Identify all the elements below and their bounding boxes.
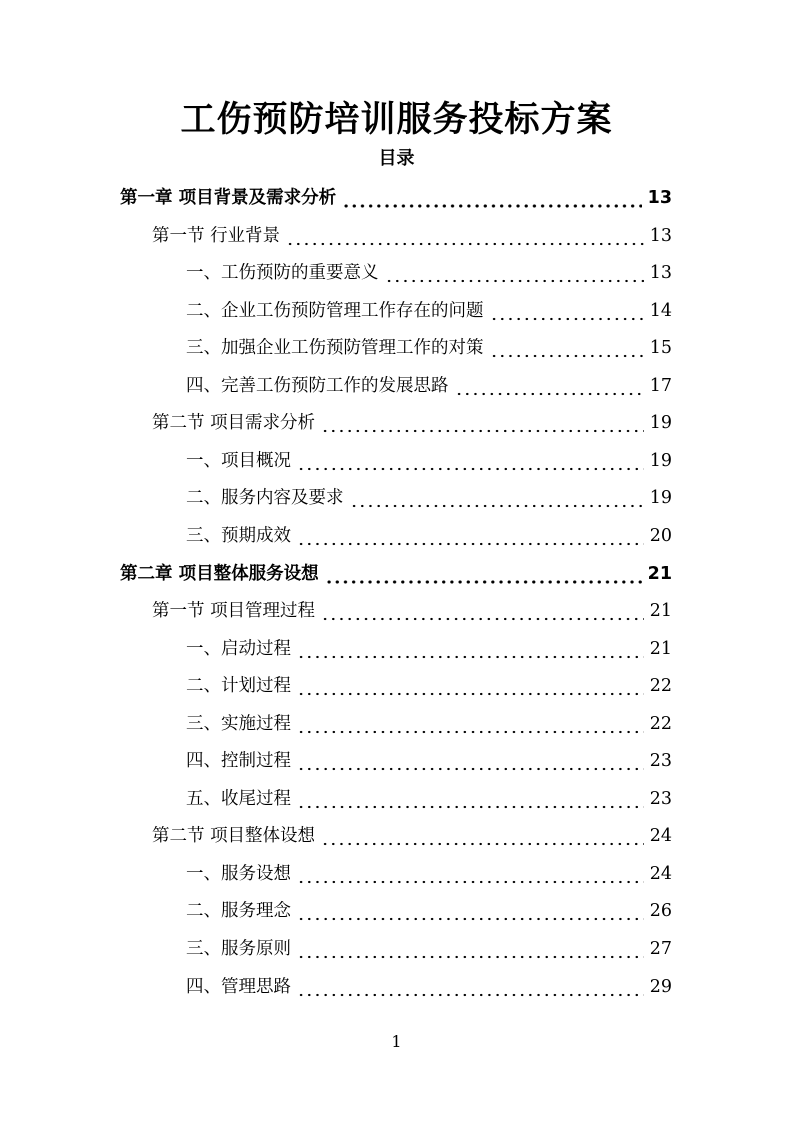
toc-entry-page: 26 [649, 901, 672, 922]
toc-entry-page: 21 [649, 638, 672, 659]
dot-leader [325, 580, 642, 584]
dot-leader [297, 880, 644, 884]
dot-leader [385, 279, 644, 283]
toc-entry-label: 四、控制过程 [186, 751, 291, 772]
toc-entry-label: 第二节 项目需求分析 [152, 413, 316, 434]
toc-entry-page: 19 [649, 413, 672, 434]
toc-entry-page: 23 [649, 788, 672, 809]
dot-leader [455, 392, 644, 396]
toc-entry[interactable] [186, 258, 672, 288]
toc-entry-label: 一、工伤预防的重要意义 [186, 263, 379, 284]
toc-entry-page: 29 [649, 976, 672, 997]
toc-entry[interactable] [186, 784, 672, 814]
dot-leader [350, 504, 644, 508]
toc-entry[interactable] [186, 746, 672, 776]
toc-entry[interactable] [186, 371, 672, 401]
dot-leader [297, 655, 644, 659]
toc-entry[interactable] [186, 333, 672, 363]
toc-entry-page: 22 [649, 676, 672, 697]
toc-entry-label: 三、加强企业工伤预防管理工作的对策 [186, 338, 484, 359]
toc-entry[interactable] [152, 221, 672, 251]
toc-entry-page: 20 [649, 525, 672, 546]
dot-leader [297, 955, 644, 959]
document-title: 工伤预防培训服务投标方案 [180, 100, 613, 140]
toc-entry-label: 一、项目概况 [186, 450, 291, 471]
toc-entry[interactable] [120, 559, 672, 589]
toc-entry-page: 19 [649, 488, 672, 509]
toc-entry-label: 二、服务内容及要求 [186, 488, 344, 509]
toc-entry[interactable] [152, 408, 672, 438]
toc-entry-page: 22 [649, 713, 672, 734]
dot-leader [297, 730, 644, 734]
toc-entry[interactable] [186, 972, 672, 1002]
toc-entry-page: 13 [647, 188, 672, 208]
page-number: 1 [391, 1032, 402, 1051]
toc-heading: 目录 [378, 148, 415, 169]
toc-entry[interactable] [186, 896, 672, 926]
dot-leader [297, 467, 644, 471]
toc-entry-page: 13 [649, 263, 672, 284]
toc-entry[interactable] [186, 671, 672, 701]
dot-leader [297, 993, 644, 997]
toc-entry-page: 27 [649, 939, 672, 959]
dot-leader [297, 917, 644, 921]
toc-entry-page: 24 [649, 863, 672, 884]
toc-entry[interactable] [186, 859, 672, 889]
dot-leader [321, 842, 644, 846]
toc-entry-page: 17 [649, 375, 672, 396]
dot-leader [297, 805, 644, 809]
toc-entry-label: 一、服务设想 [186, 863, 291, 884]
toc-entry-page: 19 [649, 450, 672, 471]
toc-entry-label: 第一节 行业背景 [152, 225, 281, 246]
dot-leader [297, 767, 644, 771]
toc-entry-label: 四、完善工伤预防工作的发展思路 [186, 375, 449, 396]
dot-leader [321, 429, 644, 433]
dot-leader [490, 354, 644, 358]
toc-entry[interactable] [152, 596, 672, 626]
toc-entry-label: 一、启动过程 [186, 638, 291, 659]
toc-entry-label: 第一节 项目管理过程 [152, 601, 316, 622]
toc-entry-label: 三、实施过程 [186, 713, 291, 734]
toc-entry-label: 二、计划过程 [186, 676, 291, 697]
toc-entry[interactable] [186, 483, 672, 513]
toc-entry[interactable] [120, 183, 672, 213]
toc-entry-page: 21 [647, 563, 672, 584]
toc-entry-label: 二、服务理念 [186, 901, 291, 922]
toc-entry-page: 13 [649, 225, 672, 246]
dot-leader [297, 542, 644, 546]
toc-entry[interactable] [186, 521, 672, 551]
toc-entry-label: 四、管理思路 [186, 976, 291, 997]
dot-leader [342, 204, 642, 208]
toc-entry-label: 第二章 项目整体服务设想 [120, 563, 319, 584]
toc-entry-page: 23 [649, 751, 672, 772]
toc-entry-label: 第二节 项目整体设想 [152, 826, 316, 847]
toc-entry[interactable] [186, 709, 672, 739]
toc-entry[interactable] [186, 446, 672, 476]
toc-entry-label: 第一章 项目背景及需求分析 [120, 188, 337, 208]
dot-leader [286, 242, 644, 246]
dot-leader [321, 617, 644, 621]
toc-entry-label: 三、服务原则 [186, 939, 291, 959]
toc-entry-page: 15 [649, 338, 672, 359]
toc-entry[interactable] [186, 934, 672, 964]
toc-entry-page: 14 [649, 300, 672, 321]
toc-entry-page: 24 [649, 826, 672, 847]
toc-entry[interactable] [186, 634, 672, 664]
toc-entry[interactable] [186, 296, 672, 326]
dot-leader [490, 317, 644, 321]
toc-entry-page: 21 [649, 601, 672, 622]
dot-leader [297, 692, 644, 696]
toc-entry-label: 五、收尾过程 [186, 788, 291, 809]
toc-entry[interactable] [152, 821, 672, 851]
toc-entry-label: 二、企业工伤预防管理工作存在的问题 [186, 300, 484, 321]
toc-entry-label: 三、预期成效 [186, 525, 291, 546]
